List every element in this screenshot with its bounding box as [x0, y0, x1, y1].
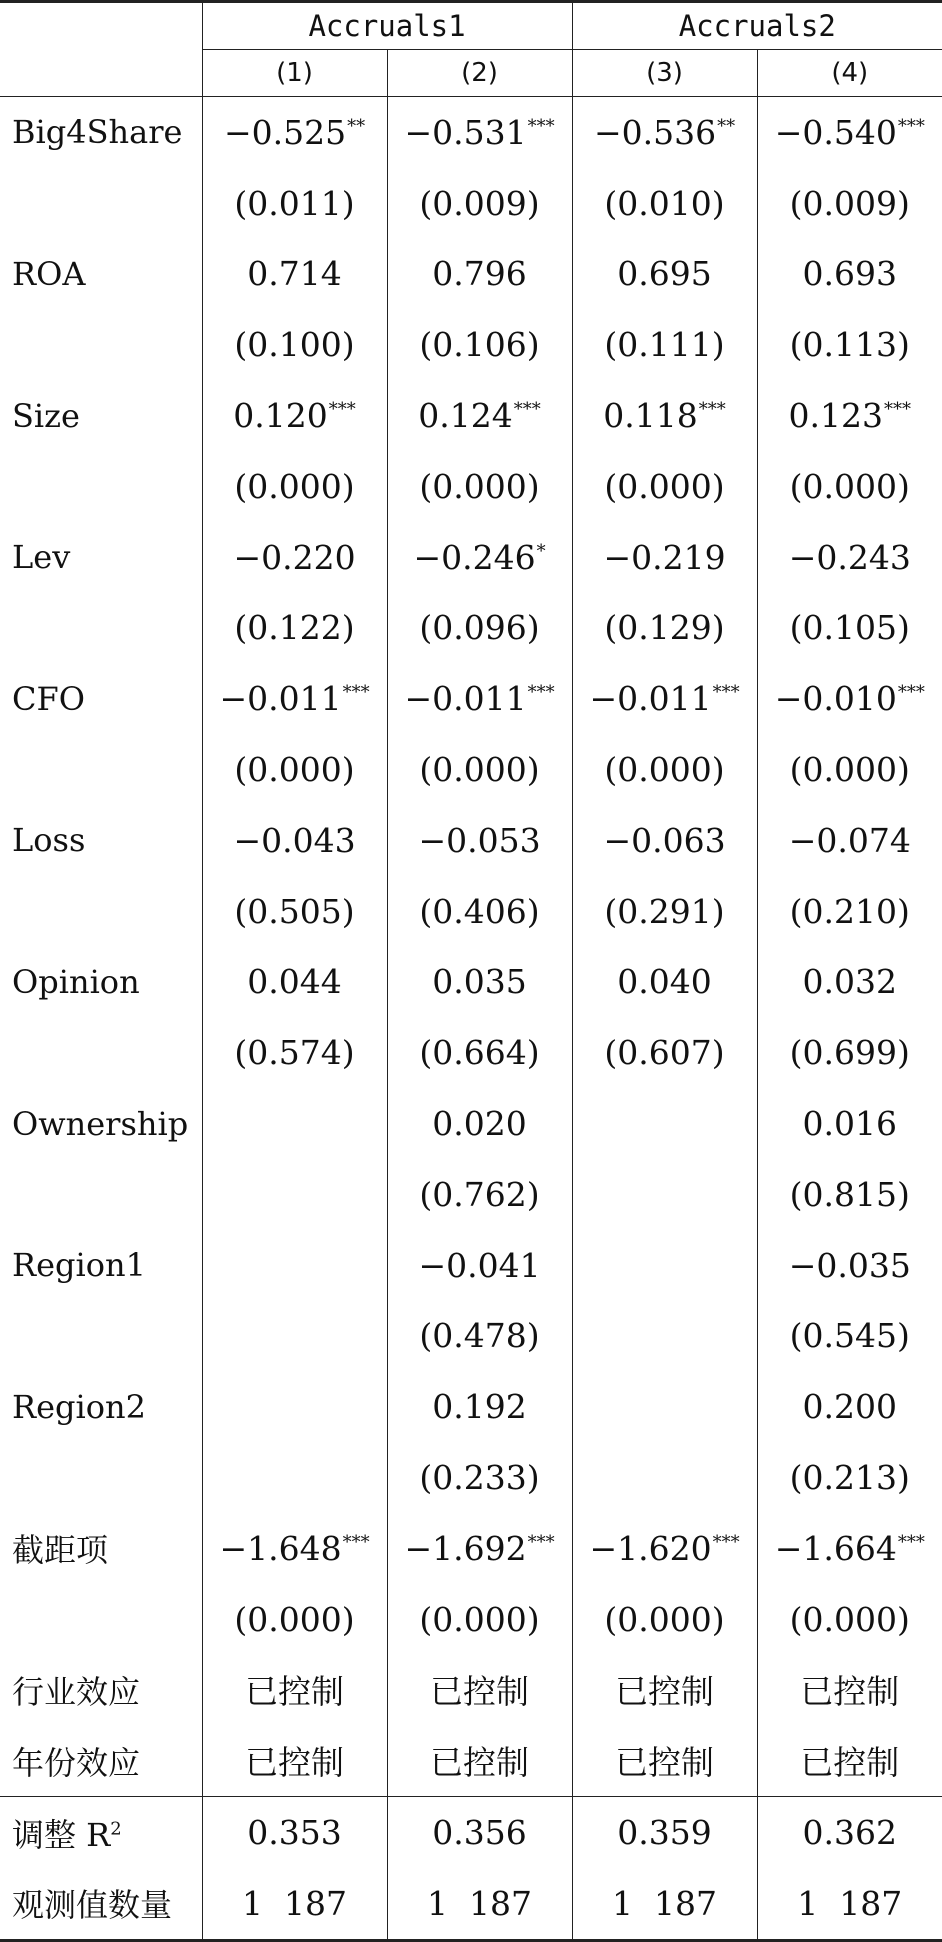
cell-value: 0.032: [802, 962, 898, 1002]
table-cell: [202, 663, 387, 734]
table-cell: [387, 1371, 572, 1442]
cell-value: 0.035: [432, 962, 527, 1002]
cell-value: 0.120: [233, 396, 328, 436]
table-cell: [757, 97, 942, 168]
table-cell: [572, 1301, 757, 1372]
table-row: [0, 522, 942, 593]
significance-stars: ***: [897, 682, 925, 704]
cell-value: (0.233): [419, 1458, 540, 1498]
summary-cell: 0.356: [387, 1797, 572, 1868]
significance-stars: ***: [342, 1531, 370, 1553]
table-cell: [757, 663, 942, 734]
table-cell: [572, 1017, 757, 1088]
table-row-pvalues: [0, 876, 942, 947]
table-cell: [572, 876, 757, 947]
table-cell: [202, 239, 387, 310]
summary-label: [0, 1797, 202, 1868]
row-label: Region2: [0, 1371, 202, 1442]
table-row: [0, 1655, 942, 1726]
row-label: [0, 1159, 202, 1230]
column-number-row: [0, 50, 942, 97]
cell-value: 已控制: [800, 1743, 900, 1783]
r-squared-superscript: 2: [110, 1817, 122, 1839]
table-cell: [387, 805, 572, 876]
cell-value: (0.129): [604, 608, 725, 648]
cell-value: −0.243: [788, 537, 911, 577]
cell-value: 0.124: [418, 396, 513, 436]
cell-value: (0.478): [419, 1316, 540, 1356]
table-cell: [202, 168, 387, 239]
corner-cell: [0, 2, 202, 50]
table-cell: [757, 876, 942, 947]
table-cell: [202, 1088, 387, 1159]
summary-cell: 1 187: [572, 1868, 757, 1940]
cell-value: (0.000): [234, 1599, 355, 1639]
cell-value: (0.000): [789, 1599, 910, 1639]
table-cell: [387, 522, 572, 593]
cell-value: 0.118: [603, 396, 698, 436]
cell-value: (0.011): [234, 183, 355, 223]
cell-value: −1.692: [404, 1528, 527, 1568]
table-cell: [757, 1442, 942, 1513]
table-cell: [757, 734, 942, 805]
table-cell: [387, 1513, 572, 1584]
table-cell: [757, 1371, 942, 1442]
cell-value: −0.219: [603, 537, 726, 577]
table-cell: [757, 1017, 942, 1088]
cell-value: 0.044: [247, 962, 342, 1002]
table-cell: [572, 1371, 757, 1442]
cell-value: (0.406): [419, 891, 540, 931]
row-label: [0, 593, 202, 664]
summary-label-text: 观测值数量: [12, 1886, 173, 1925]
table-cell: [202, 1513, 387, 1584]
row-label: CFO: [0, 663, 202, 734]
cell-value: 已控制: [800, 1672, 900, 1712]
cell-value: (0.000): [789, 466, 910, 506]
cell-value: 0.192: [432, 1387, 527, 1427]
cell-value: −0.531: [404, 112, 527, 152]
table-cell: [202, 1725, 387, 1796]
cell-value: −0.525: [223, 112, 347, 152]
column-header-4: (4): [757, 50, 942, 97]
group-header-accruals1: Accruals1: [202, 2, 572, 50]
table-cell: [387, 309, 572, 380]
significance-stars: *: [536, 540, 546, 562]
summary-row: [0, 1797, 942, 1868]
table-cell: [202, 1017, 387, 1088]
row-label: Size: [0, 380, 202, 451]
cell-value: (0.122): [234, 608, 355, 648]
significance-stars: ***: [712, 1531, 740, 1553]
cell-value: −0.063: [603, 820, 726, 860]
table-cell: [572, 1159, 757, 1230]
table-cell: [572, 380, 757, 451]
table-cell: [202, 1655, 387, 1726]
table-row-pvalues: [0, 168, 942, 239]
table-row: [0, 663, 942, 734]
table-cell: [387, 239, 572, 310]
table-cell: [572, 1584, 757, 1655]
table-cell: [757, 1230, 942, 1301]
table-row: [0, 1725, 942, 1796]
table-cell: [757, 1655, 942, 1726]
column-header-2: (2): [387, 50, 572, 97]
summary-row: [0, 1868, 942, 1940]
table-cell: [202, 805, 387, 876]
cell-value: 已控制: [245, 1743, 344, 1783]
table-row: [0, 947, 942, 1018]
significance-stars: ***: [884, 399, 912, 421]
table-row-pvalues: [0, 309, 942, 380]
cell-value: (0.009): [419, 183, 540, 223]
significance-stars: ***: [527, 1531, 555, 1553]
table-cell: [572, 168, 757, 239]
table-cell: [757, 947, 942, 1018]
table-cell: [572, 1655, 757, 1726]
table-cell: [757, 1159, 942, 1230]
cell-value: 0.200: [802, 1387, 898, 1427]
table-row-pvalues: [0, 1017, 942, 1088]
table-cell: [202, 593, 387, 664]
row-label: Big4Share: [0, 97, 202, 168]
table-cell: [572, 805, 757, 876]
table-row-pvalues: [0, 593, 942, 664]
table-cell: [202, 451, 387, 522]
table-row: [0, 380, 942, 451]
row-label: Opinion: [0, 947, 202, 1018]
table-cell: [387, 663, 572, 734]
cell-value: 已控制: [245, 1672, 344, 1712]
table-cell: [757, 1584, 942, 1655]
table-cell: [757, 1088, 942, 1159]
cell-value: −0.074: [788, 820, 911, 860]
table-cell: [387, 1655, 572, 1726]
corner-cell-lower: [0, 50, 202, 97]
cell-value: 0.695: [617, 254, 712, 294]
significance-stars: ***: [527, 682, 555, 704]
significance-stars: **: [717, 115, 736, 137]
cell-value: (0.000): [419, 1599, 540, 1639]
significance-stars: ***: [513, 399, 541, 421]
table-cell: [572, 1513, 757, 1584]
significance-stars: ***: [897, 1531, 925, 1553]
row-label: ROA: [0, 239, 202, 310]
significance-stars: ***: [698, 399, 726, 421]
table-cell: [572, 451, 757, 522]
row-label: [0, 734, 202, 805]
row-label: 年份效应: [0, 1725, 202, 1796]
table-cell: [757, 1725, 942, 1796]
table-cell: [387, 1584, 572, 1655]
table-row: [0, 97, 942, 168]
table-cell: [387, 168, 572, 239]
column-header-3: (3): [572, 50, 757, 97]
cell-value: 0.714: [247, 254, 342, 294]
cell-value: (0.106): [419, 325, 540, 365]
cell-value: 已控制: [615, 1672, 715, 1712]
table-cell: [757, 380, 942, 451]
cell-value: 0.123: [788, 396, 884, 436]
table-cell: [387, 1725, 572, 1796]
table-cell: [572, 522, 757, 593]
table-cell: [572, 1088, 757, 1159]
table-cell: [387, 1088, 572, 1159]
table-cell: [757, 805, 942, 876]
column-header-1: (1): [202, 50, 387, 97]
significance-stars: ***: [527, 115, 555, 137]
table-row-pvalues: [0, 1301, 942, 1372]
row-label: [0, 1017, 202, 1088]
cell-value: (0.815): [789, 1174, 910, 1214]
cell-value: −0.011: [404, 679, 527, 719]
cell-value: −0.220: [233, 537, 356, 577]
table-cell: [387, 734, 572, 805]
table-cell: [757, 168, 942, 239]
table-cell: [202, 380, 387, 451]
cell-value: −1.620: [589, 1528, 712, 1568]
cell-value: 已控制: [430, 1743, 529, 1783]
table-row-pvalues: [0, 1159, 942, 1230]
cell-value: 已控制: [430, 1672, 529, 1712]
row-label: [0, 168, 202, 239]
cell-value: (0.291): [604, 891, 725, 931]
cell-value: (0.000): [604, 1599, 725, 1639]
table-cell: [202, 947, 387, 1018]
table-cell: [202, 309, 387, 380]
cell-value: (0.213): [789, 1458, 910, 1498]
table-cell: [387, 947, 572, 1018]
cell-value: −0.053: [418, 820, 541, 860]
row-label: Ownership: [0, 1088, 202, 1159]
table-cell: [757, 451, 942, 522]
table-row: [0, 239, 942, 310]
row-label: Loss: [0, 805, 202, 876]
table-cell: [387, 1301, 572, 1372]
cell-value: (0.113): [789, 325, 910, 365]
table-row: [0, 1088, 942, 1159]
group-header-row: [0, 2, 942, 50]
row-label: [0, 1301, 202, 1372]
cell-value: (0.000): [604, 750, 725, 790]
row-label: Lev: [0, 522, 202, 593]
table-cell: [572, 97, 757, 168]
cell-value: (0.000): [419, 750, 540, 790]
table-row: [0, 1230, 942, 1301]
table-cell: [387, 380, 572, 451]
cell-value: −0.246: [413, 537, 536, 577]
table-cell: [572, 1230, 757, 1301]
table-row-pvalues: [0, 1584, 942, 1655]
cell-value: (0.096): [419, 608, 540, 648]
cell-value: (0.762): [419, 1174, 540, 1214]
cell-value: (0.000): [604, 466, 725, 506]
table-cell: [202, 1301, 387, 1372]
cell-value: (0.664): [419, 1033, 540, 1073]
table-cell: [202, 1584, 387, 1655]
summary-cell: 0.359: [572, 1797, 757, 1868]
table-cell: [202, 1230, 387, 1301]
cell-value: (0.505): [234, 891, 355, 931]
cell-value: (0.105): [789, 608, 910, 648]
significance-stars: **: [347, 115, 366, 137]
table-cell: [572, 734, 757, 805]
cell-value: 已控制: [615, 1743, 715, 1783]
table-cell: [202, 1159, 387, 1230]
table-cell: [572, 1442, 757, 1513]
cell-value: (0.545): [789, 1316, 910, 1356]
summary-cell: 1 187: [202, 1868, 387, 1940]
table-cell: [757, 239, 942, 310]
table-cell: [572, 1725, 757, 1796]
table-cell: [757, 1301, 942, 1372]
table-cell: [572, 239, 757, 310]
row-label: [0, 1442, 202, 1513]
summary-label-text: 调整 R: [12, 1815, 111, 1854]
table-cell: [757, 1513, 942, 1584]
row-label: Region1: [0, 1230, 202, 1301]
row-label: 截距项: [0, 1513, 202, 1584]
cell-value: −0.043: [233, 820, 356, 860]
summary-cell: 0.353: [202, 1797, 387, 1868]
table-cell: [757, 593, 942, 664]
table-cell: [202, 97, 387, 168]
cell-value: (0.000): [234, 750, 355, 790]
table-cell: [572, 593, 757, 664]
cell-value: (0.009): [789, 183, 910, 223]
cell-value: −1.648: [219, 1528, 342, 1568]
table-cell: [202, 1371, 387, 1442]
cell-value: (0.000): [419, 466, 540, 506]
cell-value: −0.011: [589, 679, 712, 719]
significance-stars: ***: [328, 399, 356, 421]
table-cell: [757, 309, 942, 380]
table-cell: [387, 1442, 572, 1513]
cell-value: (0.607): [604, 1033, 725, 1073]
row-label: [0, 451, 202, 522]
table-cell: [387, 1017, 572, 1088]
table-cell: [572, 663, 757, 734]
table-cell: [202, 734, 387, 805]
cell-value: (0.010): [604, 183, 725, 223]
cell-value: −0.011: [219, 679, 342, 719]
cell-value: (0.111): [604, 325, 725, 365]
table-cell: [572, 309, 757, 380]
cell-value: 0.020: [432, 1104, 527, 1144]
table-row: [0, 1371, 942, 1442]
cell-value: (0.699): [789, 1033, 910, 1073]
table-row-pvalues: [0, 451, 942, 522]
summary-cell: 1 187: [757, 1868, 942, 1940]
row-label: 行业效应: [0, 1655, 202, 1726]
group-header-accruals2: Accruals2: [572, 2, 942, 50]
table-row-pvalues: [0, 1442, 942, 1513]
table-cell: [387, 451, 572, 522]
summary-label: [0, 1868, 202, 1940]
summary-cell: 0.362: [757, 1797, 942, 1868]
cell-value: 0.016: [802, 1104, 898, 1144]
cell-value: 0.693: [802, 254, 898, 294]
significance-stars: ***: [342, 682, 370, 704]
table-cell: [202, 1442, 387, 1513]
cell-value: −0.010: [774, 679, 897, 719]
cell-value: (0.574): [234, 1033, 355, 1073]
table-cell: [572, 947, 757, 1018]
table-cell: [387, 97, 572, 168]
table-cell: [387, 1230, 572, 1301]
cell-value: (0.100): [234, 325, 355, 365]
cell-value: −1.664: [774, 1528, 897, 1568]
cell-value: −0.536: [593, 112, 717, 152]
cell-value: 0.796: [432, 254, 527, 294]
significance-stars: ***: [897, 115, 925, 137]
table-cell: [202, 876, 387, 947]
row-label: [0, 1584, 202, 1655]
significance-stars: ***: [712, 682, 740, 704]
table-row-pvalues: [0, 734, 942, 805]
table-cell: [387, 876, 572, 947]
row-label: [0, 876, 202, 947]
table-row: [0, 805, 942, 876]
table-cell: [757, 522, 942, 593]
cell-value: 0.040: [617, 962, 712, 1002]
table-cell: [387, 1159, 572, 1230]
cell-value: −0.041: [418, 1245, 541, 1285]
cell-value: (0.000): [789, 750, 910, 790]
summary-cell: 1 187: [387, 1868, 572, 1940]
table-row: [0, 1513, 942, 1584]
cell-value: −0.540: [774, 112, 897, 152]
cell-value: (0.210): [789, 891, 910, 931]
row-label: [0, 309, 202, 380]
table-cell: [387, 593, 572, 664]
table-cell: [202, 522, 387, 593]
cell-value: −0.035: [788, 1245, 911, 1285]
cell-value: (0.000): [234, 466, 355, 506]
